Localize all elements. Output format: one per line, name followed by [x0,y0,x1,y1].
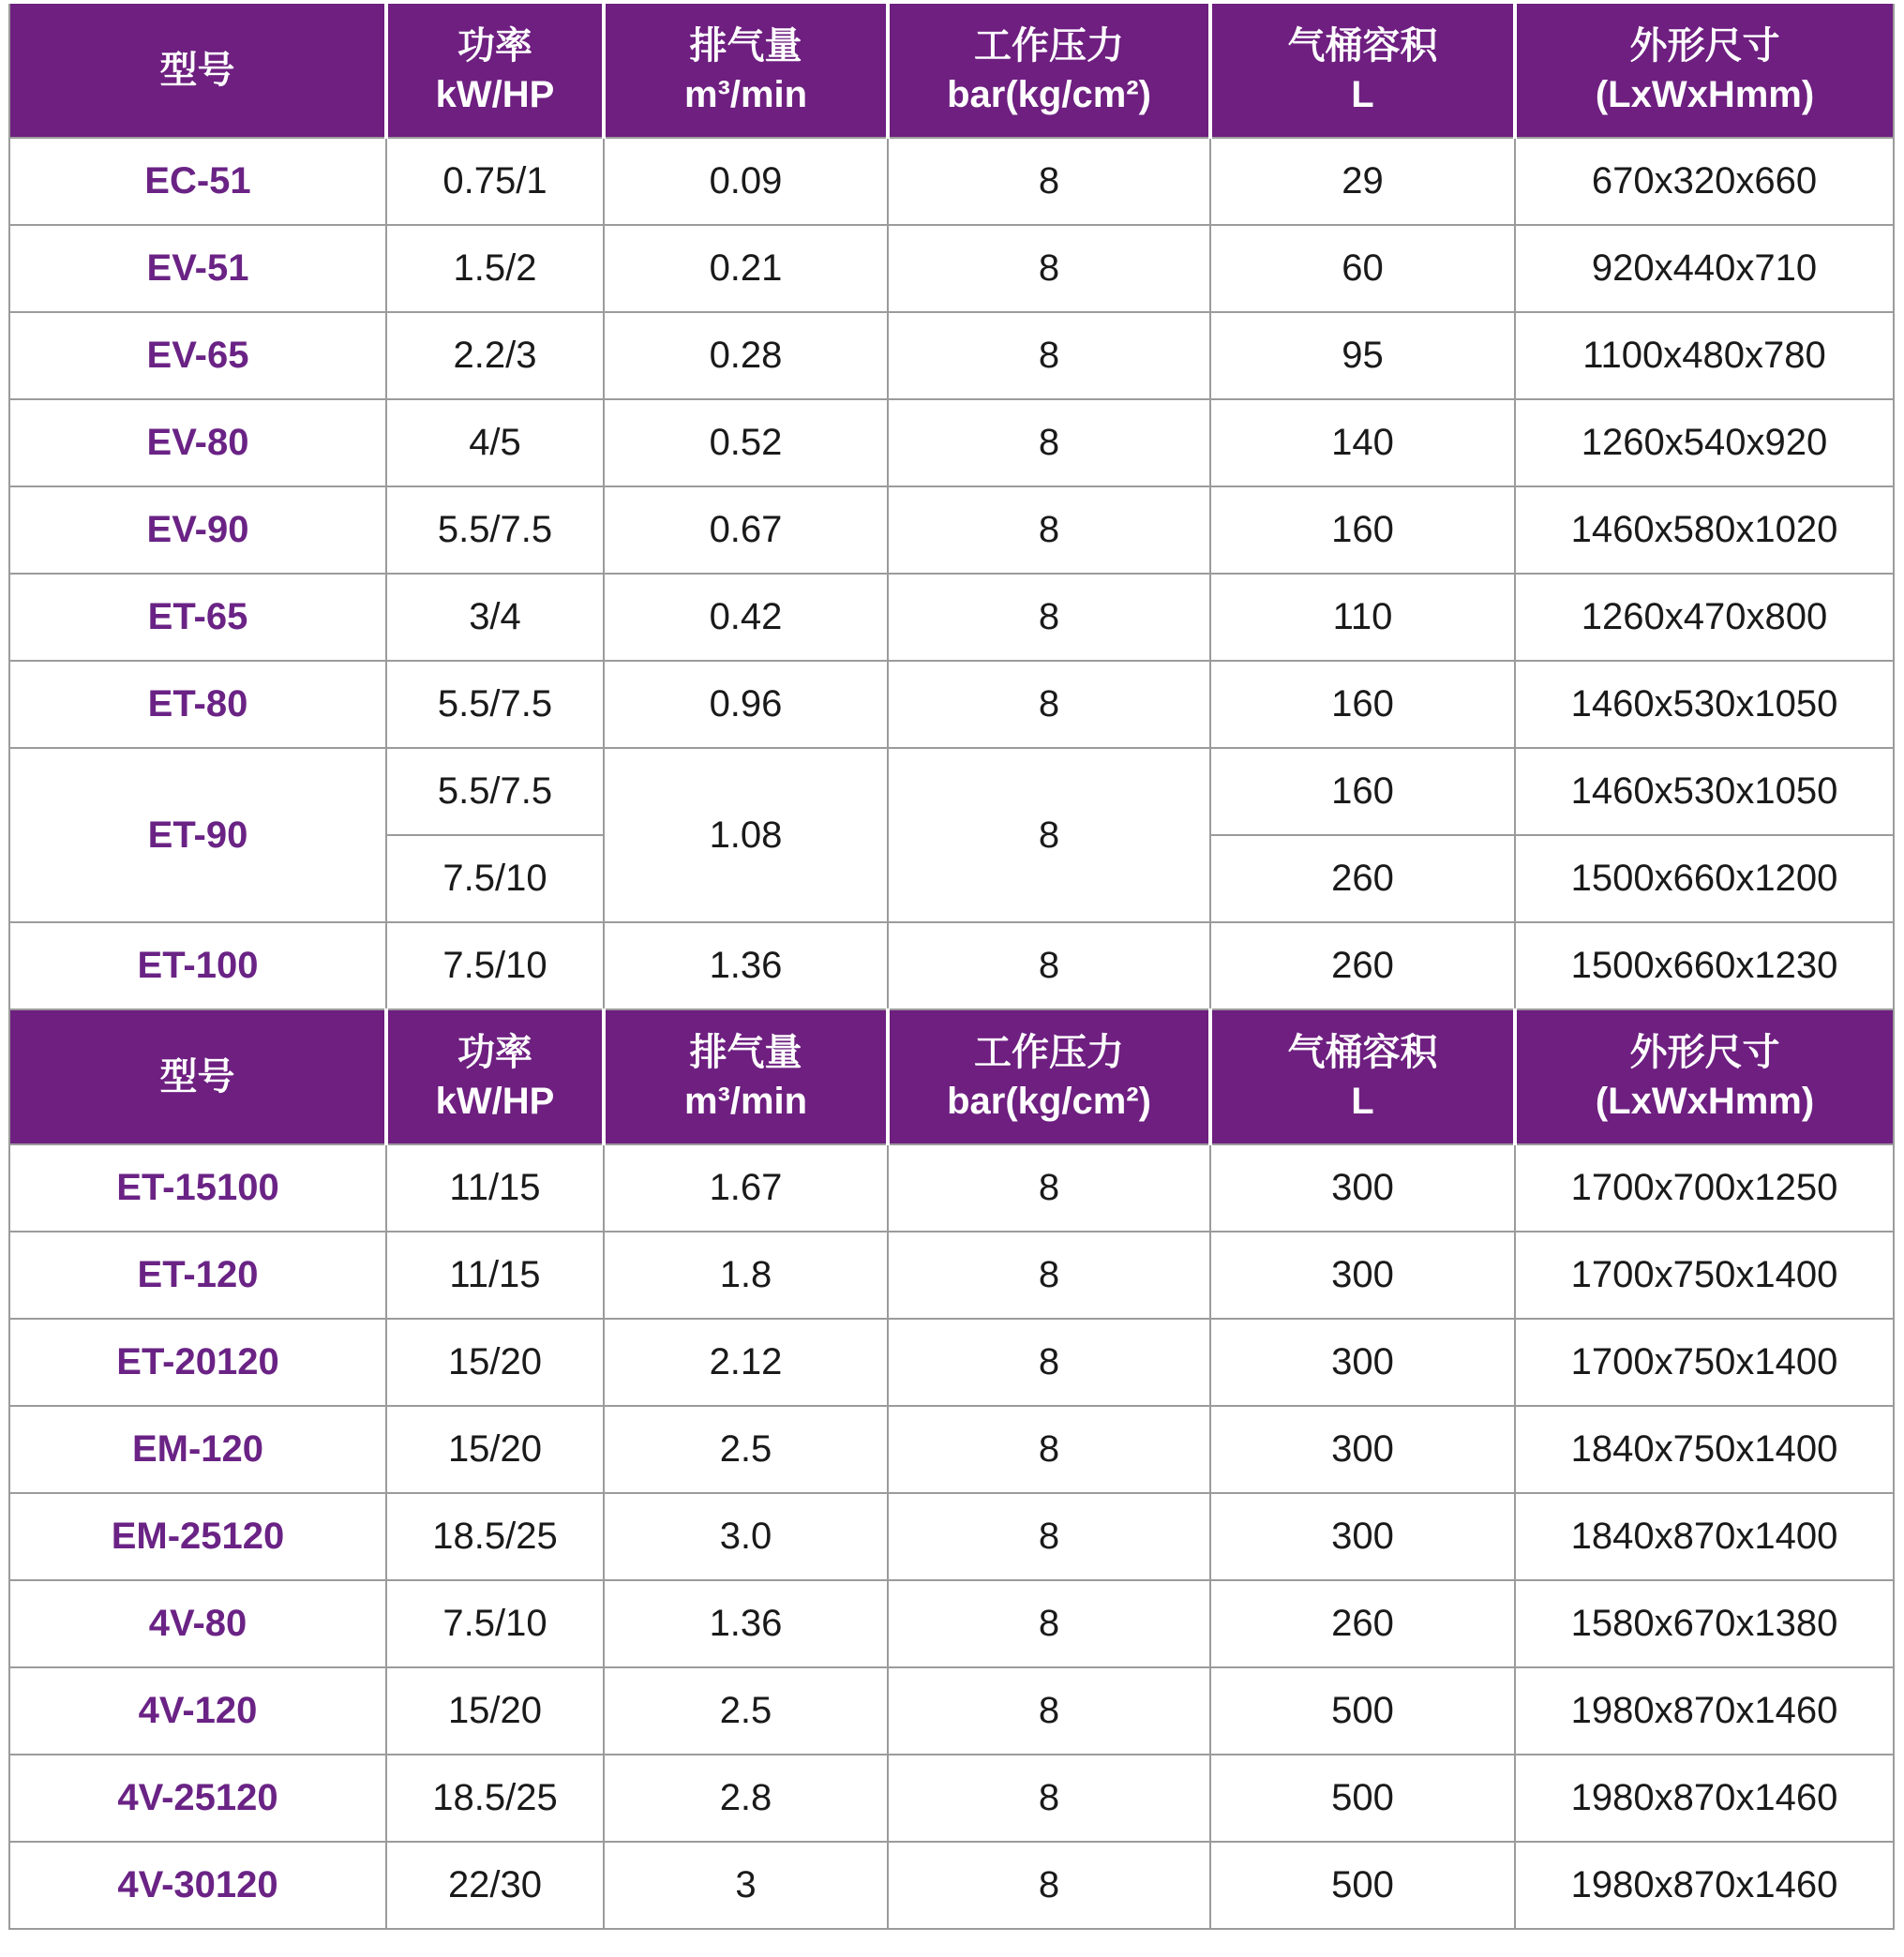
tank-cell: 29 [1210,138,1515,225]
displacement-cell: 0.96 [604,661,888,748]
dimensions-cell: 1500x660x1230 [1515,922,1894,1009]
column-header-title: 功率 [457,1032,532,1073]
power-cell: 15/20 [386,1406,604,1493]
column-header-title: 排气量 [689,1032,802,1073]
dimensions-cell: 1700x700x1250 [1515,1144,1894,1232]
column-header-title: 外形尺寸 [1629,25,1780,67]
dimensions-cell: 1460x580x1020 [1515,486,1894,574]
table-row [9,1406,1894,1493]
model-cell: ET-80 [9,661,386,748]
displacement-cell: 1.08 [604,748,888,922]
header-row [9,4,1894,138]
power-cell: 1.5/2 [386,225,604,312]
table-row [9,1667,1894,1755]
table-row [9,922,1894,1009]
table-row [9,1232,1894,1319]
pressure-cell: 8 [888,1842,1210,1929]
dimensions-cell: 1980x870x1460 [1515,1667,1894,1755]
pressure-cell: 8 [888,748,1210,922]
power-cell: 18.5/25 [386,1493,604,1580]
column-header-title: 工作压力 [974,25,1124,67]
displacement-cell: 1.67 [604,1144,888,1232]
displacement-cell: 0.42 [604,574,888,661]
power-cell: 5.5/7.5 [386,661,604,748]
pressure-cell: 8 [888,1493,1210,1580]
table-row [9,225,1894,312]
pressure-cell: 8 [888,661,1210,748]
pressure-cell: 8 [888,225,1210,312]
column-header [386,4,604,138]
dimensions-cell: 1980x870x1460 [1515,1755,1894,1842]
tank-cell: 500 [1210,1667,1515,1755]
column-header-title: 气桶容积 [1287,1032,1438,1073]
table-row [9,1144,1894,1232]
table-row [9,1755,1894,1842]
displacement-cell: 2.8 [604,1755,888,1842]
column-header-title: 气桶容积 [1287,25,1438,67]
dimensions-cell: 1260x470x800 [1515,574,1894,661]
column-header-unit: (LxWxHmm) [1595,74,1815,115]
power-cell: 5.5/7.5 [386,486,604,574]
column-header-unit: bar(kg/cm²) [947,74,1151,115]
table-row [9,748,1894,835]
column-header [9,4,386,138]
column-header-unit: L [1351,74,1374,115]
model-cell: EM-120 [9,1406,386,1493]
model-cell: 4V-25120 [9,1755,386,1842]
table-row [9,661,1894,748]
tank-cell: 160 [1210,486,1515,574]
pressure-cell: 8 [888,922,1210,1009]
tank-cell: 260 [1210,835,1515,922]
pressure-cell: 8 [888,1144,1210,1232]
displacement-cell: 0.28 [604,312,888,399]
tank-cell: 300 [1210,1232,1515,1319]
table-row [9,574,1894,661]
model-cell: ET-120 [9,1232,386,1319]
column-header [386,1009,604,1144]
tank-cell: 260 [1210,1580,1515,1667]
dimensions-cell: 1500x660x1200 [1515,835,1894,922]
displacement-cell: 1.36 [604,1580,888,1667]
column-header-title: 型号 [159,1056,235,1098]
column-header-unit: m³/min [683,74,808,115]
power-cell: 4/5 [386,399,604,486]
spec-table-body [9,4,1894,1929]
power-cell: 7.5/10 [386,922,604,1009]
model-cell: EV-65 [9,312,386,399]
power-cell: 11/15 [386,1144,604,1232]
displacement-cell: 2.5 [604,1667,888,1755]
power-cell: 22/30 [386,1842,604,1929]
tank-cell: 160 [1210,661,1515,748]
column-header-unit: kW/HP [435,74,555,115]
displacement-cell: 3 [604,1842,888,1929]
pressure-cell: 8 [888,399,1210,486]
pressure-cell: 8 [888,574,1210,661]
model-cell: EV-80 [9,399,386,486]
column-header [1515,1009,1894,1144]
table-row [9,1319,1894,1406]
tank-cell: 300 [1210,1319,1515,1406]
tank-cell: 300 [1210,1144,1515,1232]
model-cell: ET-15100 [9,1144,386,1232]
displacement-cell: 0.67 [604,486,888,574]
power-cell: 11/15 [386,1232,604,1319]
dimensions-cell: 1700x750x1400 [1515,1232,1894,1319]
model-cell: 4V-30120 [9,1842,386,1929]
tank-cell: 500 [1210,1755,1515,1842]
dimensions-cell: 1700x750x1400 [1515,1319,1894,1406]
dimensions-cell: 920x440x710 [1515,225,1894,312]
column-header-unit: bar(kg/cm²) [947,1081,1151,1122]
table-row [9,312,1894,399]
model-cell: ET-65 [9,574,386,661]
model-cell: EM-25120 [9,1493,386,1580]
column-header [888,4,1210,138]
model-cell: EV-90 [9,486,386,574]
pressure-cell: 8 [888,1755,1210,1842]
power-cell: 5.5/7.5 [386,748,604,835]
power-cell: 3/4 [386,574,604,661]
model-cell: EV-51 [9,225,386,312]
model-cell: ET-20120 [9,1319,386,1406]
displacement-cell: 2.12 [604,1319,888,1406]
dimensions-cell: 1580x670x1380 [1515,1580,1894,1667]
column-header [1210,1009,1515,1144]
power-cell: 7.5/10 [386,1580,604,1667]
dimensions-cell: 1840x870x1400 [1515,1493,1894,1580]
pressure-cell: 8 [888,486,1210,574]
column-header-title: 工作压力 [974,1032,1124,1073]
pressure-cell: 8 [888,1232,1210,1319]
pressure-cell: 8 [888,1580,1210,1667]
table-row [9,486,1894,574]
tank-cell: 60 [1210,225,1515,312]
tank-cell: 95 [1210,312,1515,399]
column-header-unit: m³/min [683,1081,808,1122]
displacement-cell: 0.52 [604,399,888,486]
tank-cell: 110 [1210,574,1515,661]
model-cell: EC-51 [9,138,386,225]
displacement-cell: 1.8 [604,1232,888,1319]
dimensions-cell: 1460x530x1050 [1515,661,1894,748]
table-row [9,1580,1894,1667]
displacement-cell: 3.0 [604,1493,888,1580]
column-header-title: 外形尺寸 [1629,1032,1780,1073]
spec-table [8,4,1895,1930]
column-header [1210,4,1515,138]
column-header-unit: kW/HP [435,1081,555,1122]
tank-cell: 160 [1210,748,1515,835]
dimensions-cell: 1840x750x1400 [1515,1406,1894,1493]
dimensions-cell: 1460x530x1050 [1515,748,1894,835]
column-header [888,1009,1210,1144]
power-cell: 0.75/1 [386,138,604,225]
column-header-unit: (LxWxHmm) [1595,1081,1815,1122]
pressure-cell: 8 [888,138,1210,225]
model-cell: ET-100 [9,922,386,1009]
column-header [1515,4,1894,138]
pressure-cell: 8 [888,312,1210,399]
pressure-cell: 8 [888,1667,1210,1755]
tank-cell: 140 [1210,399,1515,486]
tank-cell: 500 [1210,1842,1515,1929]
pressure-cell: 8 [888,1319,1210,1406]
column-header [9,1009,386,1144]
power-cell: 7.5/10 [386,835,604,922]
power-cell: 18.5/25 [386,1755,604,1842]
table-row [9,1493,1894,1580]
column-header-title: 型号 [159,50,235,91]
table-row [9,399,1894,486]
model-cell: 4V-120 [9,1667,386,1755]
table-row [9,138,1894,225]
model-cell: ET-90 [9,748,386,922]
power-cell: 2.2/3 [386,312,604,399]
header-row [9,1009,1894,1144]
column-header-unit: L [1351,1081,1374,1122]
power-cell: 15/20 [386,1667,604,1755]
column-header-title: 排气量 [689,25,802,67]
pressure-cell: 8 [888,1406,1210,1493]
dimensions-cell: 1980x870x1460 [1515,1842,1894,1929]
displacement-cell: 1.36 [604,922,888,1009]
displacement-cell: 0.21 [604,225,888,312]
column-header [604,4,888,138]
tank-cell: 260 [1210,922,1515,1009]
table-row [9,1842,1894,1929]
column-header [604,1009,888,1144]
dimensions-cell: 670x320x660 [1515,138,1894,225]
tank-cell: 300 [1210,1493,1515,1580]
power-cell: 15/20 [386,1319,604,1406]
model-cell: 4V-80 [9,1580,386,1667]
tank-cell: 300 [1210,1406,1515,1493]
dimensions-cell: 1260x540x920 [1515,399,1894,486]
dimensions-cell: 1100x480x780 [1515,312,1894,399]
column-header-title: 功率 [457,25,532,67]
displacement-cell: 0.09 [604,138,888,225]
displacement-cell: 2.5 [604,1406,888,1493]
